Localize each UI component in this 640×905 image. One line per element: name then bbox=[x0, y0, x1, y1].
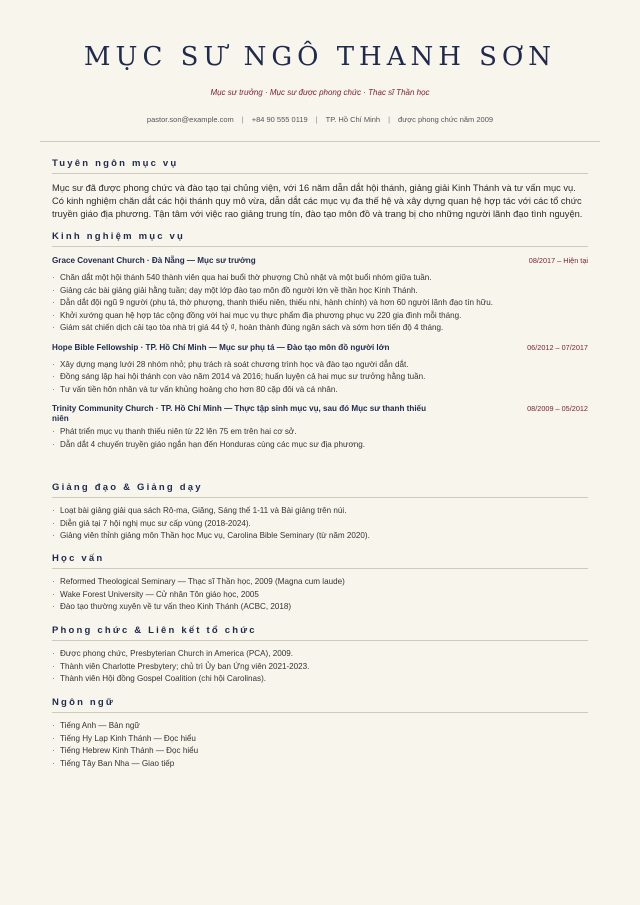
education-list bbox=[52, 576, 588, 614]
list-item: · Thành viên Charlotte Presbytery; chủ trì Ủy ban Ứng viên 2021-2023. bbox=[52, 661, 588, 674]
list-item: · Dẫn dắt đội ngũ 9 người (phụ tá, thờ phượng, thanh thiếu niên, thiếu nhi, hành chính) và hơn 60 người lãnh đạo tín hữu. bbox=[52, 297, 588, 310]
job-bullets bbox=[52, 272, 588, 335]
list-item: · Khởi xướng quan hệ hợp tác cộng đồng với hai mục vụ thực phẩm địa phương phục vụ 220 gia đình mỗi tháng. bbox=[52, 310, 588, 323]
list-item: · Dẫn dắt 4 chuyến truyền giáo ngắn hạn đến Honduras cùng các mục sư địa phương. bbox=[52, 439, 588, 452]
section-title: Giảng đạo & Giảng dạy bbox=[52, 482, 588, 498]
job-date: 08/2017 – Hiện tại bbox=[528, 256, 588, 265]
list-item: · Giảng viên thỉnh giảng môn Thần học Mục vụ, Carolina Bible Seminary (từ năm 2020). bbox=[52, 530, 588, 543]
list-item: · Tư vấn tiền hôn nhân và tư vấn khủng hoảng cho hơn 80 cặp đôi và cá nhân. bbox=[52, 384, 588, 397]
section-title: Học vấn bbox=[52, 553, 588, 569]
contact-separator: | bbox=[315, 115, 318, 124]
list-item: · Tiếng Tây Ban Nha — Giao tiếp bbox=[52, 758, 588, 771]
list-item: · Tiếng Hy Lạp Kinh Thánh — Đọc hiểu bbox=[52, 733, 588, 746]
ordination-list bbox=[52, 648, 588, 686]
job-title: Grace Covenant Church · Đà Nẵng — Mục sư trưởng bbox=[52, 256, 256, 265]
contact-separator: | bbox=[388, 115, 391, 124]
list-item: · Thành viên Hội đồng Gospel Coalition (chi hội Carolinas). bbox=[52, 673, 588, 686]
contact-separator: | bbox=[241, 115, 244, 124]
job-header bbox=[52, 343, 588, 353]
contact-ordination: được phong chức năm 2009 bbox=[398, 115, 494, 124]
list-item: · Đào tạo thường xuyên về tư vấn theo Kinh Thánh (ACBC, 2018) bbox=[52, 601, 588, 614]
job-entry bbox=[52, 343, 588, 397]
contact-email[interactable]: pastor.son@example.com bbox=[146, 115, 234, 124]
contact-phone[interactable]: +84 90 555 0119 bbox=[251, 115, 308, 124]
job-header bbox=[52, 256, 588, 266]
statement-text: Mục sư đã được phong chức và đào tạo tại chủng viện, với 16 năm dẫn dắt hội thánh, giảng giải Kinh Thánh và tư vấn mục vụ. Có kinh nghiệm chăn dắt các hội thánh quy mô vừa, dẫn dắt các mục vụ đa thế hệ và xây dựng quan hệ hợp tác với các tổ chức truyền giáo địa phương. Tận tâm với việc rao giảng trung tín, đào tạo môn đồ và trang bị cho những người lãnh đạo tình nguyện. bbox=[52, 183, 583, 220]
list-item: · Wake Forest University — Cử nhân Tôn giáo học, 2005 bbox=[52, 589, 588, 602]
section-education bbox=[52, 553, 588, 614]
job-date: 08/2009 – 05/2012 bbox=[527, 404, 588, 413]
job-title: Hope Bible Fellowship · TP. Hồ Chí Minh — Mục sư phụ tá — Đào tạo môn đồ người lớn bbox=[52, 342, 390, 352]
section-languages bbox=[52, 697, 588, 770]
list-item: · Tiếng Anh — Bản ngữ bbox=[52, 720, 588, 733]
header-divider bbox=[40, 141, 600, 142]
job-entry bbox=[52, 404, 588, 451]
section-ordination bbox=[52, 625, 588, 686]
section-title: Kinh nghiệm mục vụ bbox=[52, 231, 588, 247]
list-item: · Phát triển mục vụ thanh thiếu niên từ 22 lên 75 em trên hai cơ sở. bbox=[52, 426, 588, 439]
list-item: · Chăn dắt một hội thánh 540 thành viên qua hai buổi thờ phượng Chủ nhật và một buổi nhóm giữa tuần. bbox=[52, 272, 588, 285]
section-title: Phong chức & Liên kết tổ chức bbox=[52, 625, 588, 641]
job-title: Trinity Community Church · TP. Hồ Chí Minh — Thực tập sinh mục vụ, sau đó Mục sư thanh thiếu niên bbox=[52, 404, 427, 423]
section-experience bbox=[52, 231, 588, 451]
tagline: Mục sư trưởng · Mục sư được phong chức · Thạc sĩ Thần học bbox=[210, 88, 430, 97]
section-statement bbox=[52, 158, 588, 222]
list-item: · Tiếng Hebrew Kinh Thánh — Đọc hiểu bbox=[52, 745, 588, 758]
job-entry bbox=[52, 256, 588, 335]
preaching-list bbox=[52, 505, 588, 543]
contact-line bbox=[0, 115, 640, 124]
list-item: · Diễn giả tại 7 hội nghị mục sư cấp vùng (2018-2024). bbox=[52, 518, 588, 531]
languages-list bbox=[52, 720, 588, 770]
list-item: · Giám sát chiến dịch cải tạo tòa nhà trị giá 44 tỷ ₫, hoàn thành đúng ngân sách và sớm hơn tiến độ 4 tháng. bbox=[52, 322, 588, 335]
section-title: Tuyên ngôn mục vụ bbox=[52, 158, 588, 174]
list-item: · Xây dựng mạng lưới 28 nhóm nhỏ; phụ trách rà soát chương trình học và đào tạo người dẫn dắt. bbox=[52, 359, 588, 372]
section-preaching bbox=[52, 482, 588, 543]
contact-location: TP. Hồ Chí Minh bbox=[325, 115, 381, 124]
pastor-name: MỤC SƯ NGÔ THANH SƠN bbox=[83, 42, 557, 72]
section-title: Ngôn ngữ bbox=[52, 697, 588, 713]
list-item: · Giảng các bài giảng giải hằng tuần; dạy một lớp đào tạo môn đồ người lớn về thần học Kinh Thánh. bbox=[52, 285, 588, 298]
job-bullets bbox=[52, 359, 588, 397]
list-item: · Loạt bài giảng giải qua sách Rô-ma, Giăng, Sáng thế 1-11 và Bài giảng trên núi. bbox=[52, 505, 588, 518]
job-date: 06/2012 – 07/2017 bbox=[527, 342, 588, 352]
list-item: · Đồng sáng lập hai hội thánh con vào năm 2014 và 2016; huấn luyện cả hai mục sư trưởng hằng tuần. bbox=[52, 371, 588, 384]
list-item: · Reformed Theological Seminary — Thạc sĩ Thần học, 2009 (Magna cum laude) bbox=[52, 576, 588, 589]
list-item: · Được phong chức, Presbyterian Church in America (PCA), 2009. bbox=[52, 648, 588, 661]
job-bullets bbox=[52, 426, 588, 451]
job-header bbox=[52, 404, 588, 424]
